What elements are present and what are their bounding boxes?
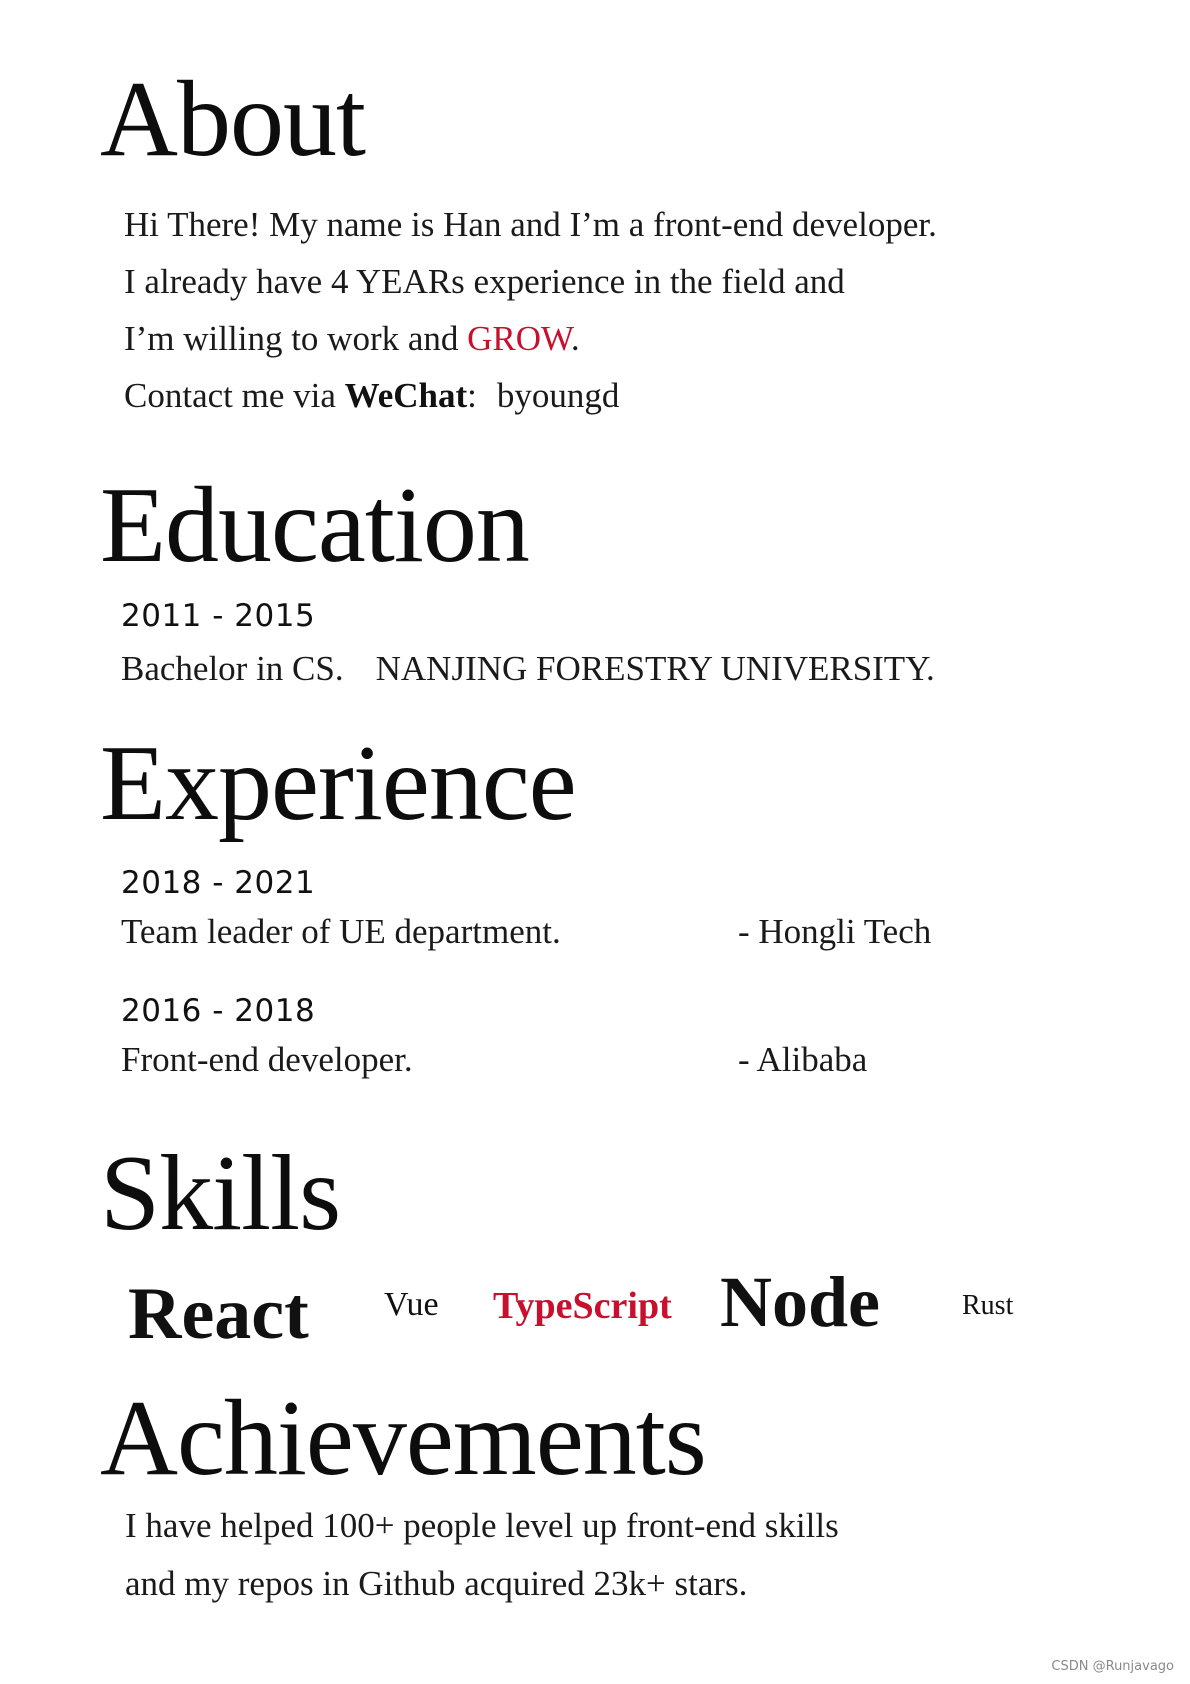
about-heading: About	[100, 60, 365, 179]
skill-typescript: TypeScript	[493, 1285, 672, 1327]
skill-rust: Rust	[962, 1290, 1014, 1321]
contact-colon: :	[467, 376, 477, 415]
skill-node: Node	[720, 1262, 880, 1342]
education-heading: Education	[100, 466, 529, 585]
skills-heading: Skills	[100, 1134, 341, 1253]
job-period: 2016 - 2018	[121, 993, 316, 1029]
skill-react: React	[128, 1273, 309, 1355]
job-role: Team leader of UE department.	[121, 912, 561, 951]
about-line-3	[124, 321, 580, 356]
wechat-id: byoungd	[496, 376, 620, 415]
skill-vue: Vue	[384, 1286, 439, 1323]
experience-heading: Experience	[100, 724, 576, 843]
achievements-line-2: and my repos in Github acquired 23k+ stars.	[125, 1564, 748, 1603]
job-role: Front-end developer.	[121, 1040, 413, 1079]
about-line-3-suffix: .	[570, 319, 580, 358]
job-period: 2018 - 2021	[121, 865, 316, 901]
about-line-2: I already have 4 YEARs experience in the field and	[124, 262, 845, 301]
education-period: 2011 - 2015	[121, 598, 316, 634]
contact-prefix: Contact me via	[124, 376, 345, 415]
about-line-1: Hi There! My name is Han and I’m a front-end developer.	[124, 205, 937, 244]
education-line	[121, 651, 935, 686]
wechat-label: WeChat	[344, 376, 468, 415]
job-company: - Hongli Tech	[738, 912, 932, 951]
education-school: NANJING FORESTRY UNIVERSITY.	[375, 649, 935, 688]
grow-highlight: GROW	[467, 319, 571, 358]
contact-line	[124, 378, 619, 413]
csdn-watermark: CSDN @Runjavago	[1051, 1659, 1174, 1674]
achievements-line-1: I have helped 100+ people level up front-end skills	[125, 1506, 839, 1545]
achievements-heading: Achievements	[100, 1379, 706, 1498]
job-company: - Alibaba	[738, 1040, 868, 1079]
about-line-3-prefix: I’m willing to work and	[124, 319, 468, 358]
education-degree: Bachelor in CS.	[121, 649, 344, 688]
